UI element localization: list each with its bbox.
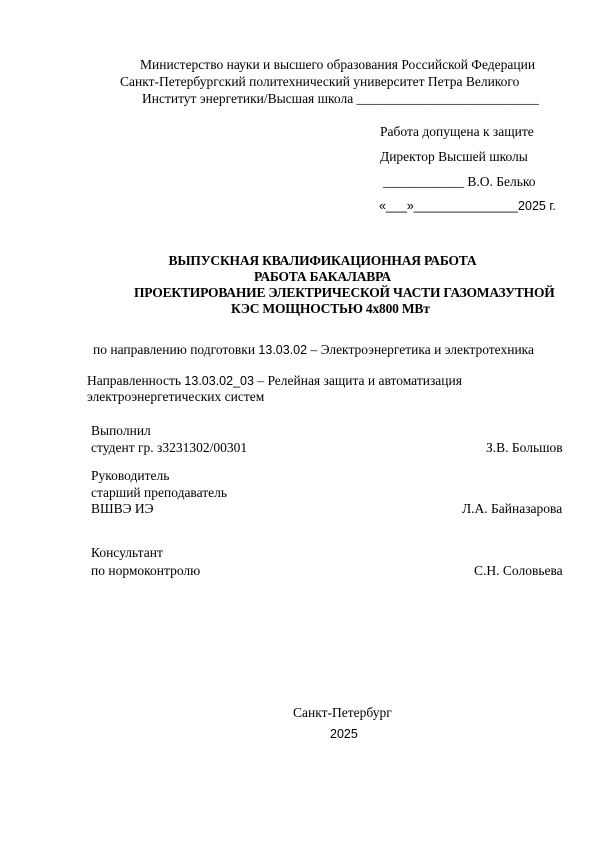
- approval-admitted: Работа допущена к защите: [380, 124, 534, 139]
- profile-name-part1: – Релейная защита и автоматизация: [253, 373, 462, 388]
- institute-line: Институт энергетики/Высшая школа ___________________________: [142, 91, 539, 106]
- student-group: студент гр. з3231302/00301: [91, 440, 248, 455]
- profile-line1: [87, 374, 462, 388]
- work-type-line1: ВЫПУСКНАЯ КВАЛИФИКАЦИОННАЯ РАБОТА: [168, 253, 477, 268]
- footer-year: 2025: [330, 727, 358, 741]
- approval-date-line: «___»_______________2025 г.: [379, 199, 556, 213]
- university-line: Санкт-Петербургский политехнический университет Петра Великого: [120, 74, 520, 89]
- direction-name: – Электроэнергетика и электротехника: [307, 342, 535, 357]
- supervisor-name: Л.А. Байназарова: [462, 501, 563, 516]
- profile-prefix: Направленность: [87, 373, 185, 388]
- student-role: Выполнил: [91, 423, 151, 438]
- student-name: З.В. Большов: [486, 440, 563, 455]
- direction-line: [93, 343, 534, 357]
- consultant-name: С.Н. Соловьева: [474, 563, 563, 578]
- supervisor-department: ВШВЭ ИЭ: [91, 501, 154, 516]
- topic-line1: ПРОЕКТИРОВАНИЕ ЭЛЕКТРИЧЕСКОЙ ЧАСТИ ГАЗОМАЗУТНОЙ: [134, 285, 555, 300]
- director-signature: ____________ В.О. Белько: [383, 174, 536, 189]
- consultant-role: Консультант: [91, 545, 163, 560]
- footer-city: Санкт-Петербург: [293, 705, 392, 720]
- supervisor-role: Руководитель: [91, 468, 170, 483]
- direction-prefix: по направлению подготовки: [93, 342, 259, 357]
- direction-code: 13.03.02: [258, 343, 308, 357]
- work-type-line2: РАБОТА БАКАЛАВРА: [254, 269, 391, 284]
- director-title: Директор Высшей школы: [380, 149, 528, 164]
- ministry-line: Министерство науки и высшего образования Российской Федерации: [140, 57, 536, 72]
- profile-line2: электроэнергетических систем: [87, 389, 265, 404]
- topic-line2: КЭС МОЩНОСТЬЮ 4х800 МВт: [231, 301, 430, 316]
- supervisor-position: старший преподаватель: [91, 485, 228, 500]
- profile-code: 13.03.02_03: [184, 374, 254, 388]
- consultant-area: по нормоконтролю: [91, 563, 201, 578]
